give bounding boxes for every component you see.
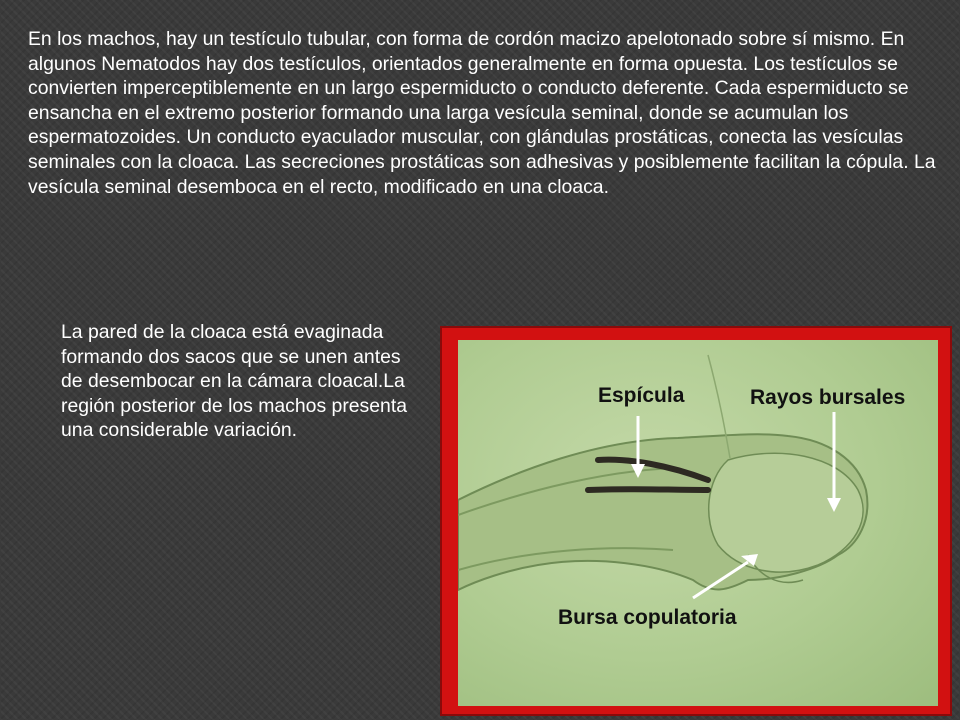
left-paragraph: La pared de la cloaca está evaginada formando dos sacos que se unen antes de desembocar en la cámara cloacal.La región posterior de los machos presenta una considerable variación. xyxy=(61,321,407,442)
spicule xyxy=(588,489,708,490)
top-paragraph: En los machos, hay un testículo tubular, con forma de cordón macizo apelotonado sobre sí mismo. En algunos Nematodos hay dos testículos, orientados generalmente en forma opuesta. Los testículos se convierten imperceptiblemente en un largo espermiducto o conducto deferente. Cada espermiducto se ensancha en el extremo posterior formando una larga vesícula seminal, donde se acumulan los espermatozoides. Un conducto eyaculador muscular, con glándulas prostáticas, conecta las vesículas seminales con la cloaca. Las secreciones prostáticas son adhesivas y posiblemente facilitan la cópula. La vesícula seminal desemboca en el recto, modificado en una cloaca. xyxy=(28,28,936,198)
nematode-micrograph xyxy=(458,340,938,706)
label-espicula: Espícula xyxy=(598,384,685,407)
label-bursa-copulatoria: Bursa copulatoria xyxy=(558,606,737,629)
micrograph-frame xyxy=(440,326,952,716)
label-rayos-bursales: Rayos bursales xyxy=(750,386,906,409)
